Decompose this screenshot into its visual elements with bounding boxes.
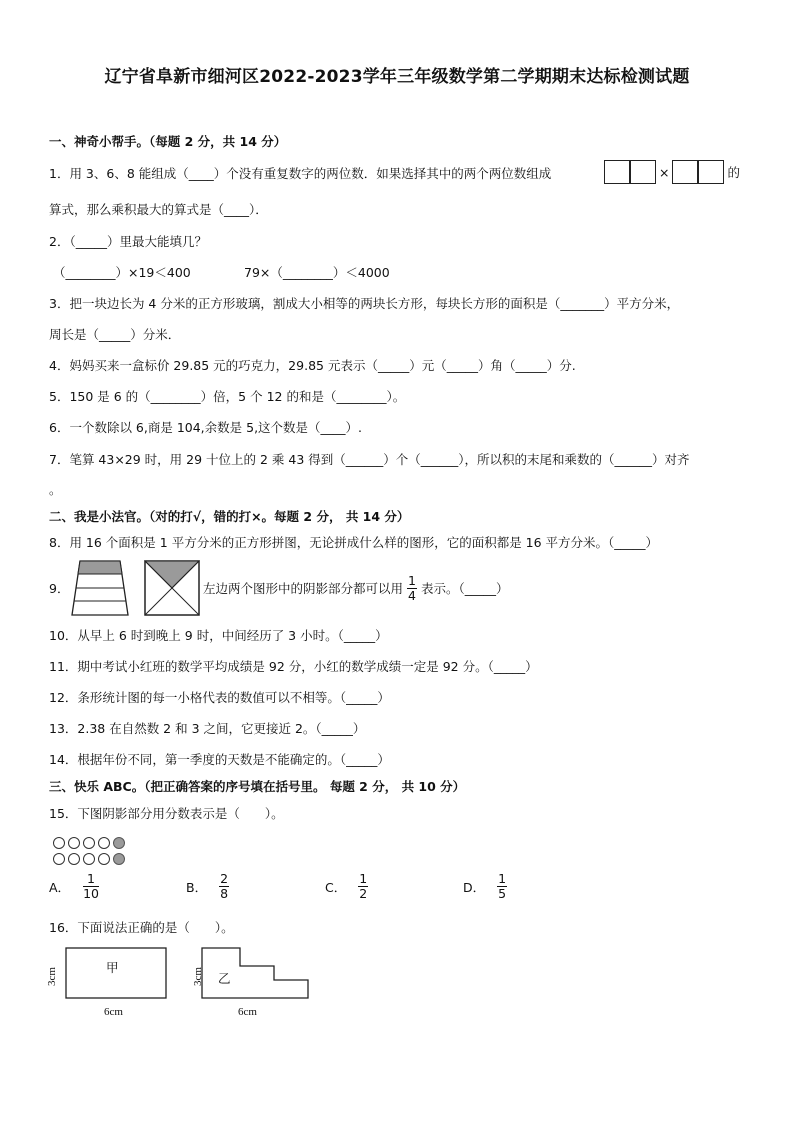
option-label: C． (325, 879, 347, 895)
question-15: 15．下图阴影部分用分数表示是（ ）。 (49, 806, 284, 821)
width-label-b: 6cm (238, 1006, 257, 1018)
height-label-a: 3cm (46, 967, 58, 986)
option-b[interactable] (186, 872, 233, 901)
question-14: 14．根据年份不同，第一季度的天数是不能确定的。（_____） (49, 752, 390, 767)
page-title: 辽宁省阜新市细河区2022-2023学年三年级数学第二学期期末达标检测试题 (104, 67, 690, 87)
figure-label-yi: 乙 (218, 971, 231, 986)
empty-circle (83, 837, 95, 849)
fraction (81, 872, 101, 901)
shaded-circle (113, 853, 125, 865)
fraction-numerator: 1 (498, 871, 507, 886)
question-2-part-1: （________）×19＜400 (53, 265, 191, 280)
question-16: 16．下面说法正确的是（ ）。 (49, 920, 234, 935)
q1-tail: 的 (727, 165, 740, 180)
section-3-heading: 三、快乐 ABC。（把正确答案的序号填在括号里。 每题 2 分， 共 10 分） (49, 779, 466, 794)
question-3-line-1: 3．把一块边长为 4 分米的正方形玻璃，割成大小相等的两块长方形，每块长方形的面积是（_______）平方分米， (49, 296, 680, 311)
section-1-heading: 一、神奇小帮手。（每题 2 分，共 14 分） (49, 134, 287, 149)
fraction-denominator: 5 (498, 886, 507, 901)
empty-circle (68, 837, 80, 849)
times-sign: × (659, 164, 670, 180)
empty-circle (98, 837, 110, 849)
width-label-a: 6cm (104, 1006, 123, 1018)
question-11: 11．期中考试小红班的数学平均成绩是 92 分，小红的数学成绩一定是 92 分。（_____） (49, 659, 538, 674)
square-figure (144, 560, 200, 616)
q1-answer-boxes (604, 160, 743, 184)
circle-row-1 (53, 837, 128, 849)
height-label-b: 3cm (192, 967, 204, 986)
question-1-line-1: 1．用 3、6、8 能组成（____）个没有重复数字的两位数．如果选择其中的两个两位数组成 (49, 166, 552, 181)
shaded-circle (113, 837, 125, 849)
answer-box (698, 160, 724, 184)
fraction-numerator: 1 (359, 871, 368, 886)
option-a[interactable] (49, 872, 104, 901)
fraction (357, 872, 369, 901)
option-c[interactable] (325, 872, 372, 901)
fraction-denominator: 2 (359, 886, 368, 901)
question-7-line-2: 。 (49, 482, 62, 497)
fraction (218, 872, 230, 901)
question-9-text (203, 574, 508, 603)
q9-text-after: 表示。（_____） (420, 580, 509, 596)
empty-circle (68, 853, 80, 865)
section-2-heading: 二、我是小法官。（对的打√，错的打×。每题 2 分， 共 14 分） (49, 509, 410, 524)
fraction (496, 872, 508, 901)
option-d[interactable] (463, 872, 511, 901)
question-1-line-2: 算式，那么乘积最大的算式是（____）． (49, 202, 268, 217)
option-label: B． (186, 879, 208, 895)
question-9-number: 9． (49, 581, 70, 596)
question-2-part-2: 79×（________）＜4000 (244, 265, 390, 280)
q9-text-before: 左边两个图形中的阴影部分都可以用 (203, 580, 404, 596)
empty-circle (98, 853, 110, 865)
question-3-line-2: 周长是（_____）分米． (49, 327, 181, 342)
question-7-line-1: 7．笔算 43×29 时，用 29 十位上的 2 乘 43 得到（______）个（______），所以积的末尾和乘数的（______）对齐 (49, 452, 690, 467)
fraction-denominator: 8 (220, 886, 229, 901)
answer-box (604, 160, 630, 184)
figure-label-jia: 甲 (106, 960, 119, 975)
question-10: 10．从早上 6 时到晚上 9 时，中间经历了 3 小时。（_____） (49, 628, 388, 643)
option-label: A． (49, 879, 71, 895)
question-8: 8．用 16 个面积是 1 平方分米的正方形拼图，无论拼成什么样的图形，它的面积都是 16 平方分米。（_____） (49, 535, 659, 550)
question-2: 2．（_____）里最大能填几？ (49, 234, 207, 249)
fraction-numerator: 1 (408, 573, 416, 588)
fraction (406, 574, 418, 603)
question-4: 4．妈妈买来一盒标价 29.85 元的巧克力，29.85 元表示（_____）元（_____）角（_____）分. (49, 358, 576, 373)
fraction-denominator: 10 (83, 886, 99, 901)
trapezoid-figure (70, 559, 130, 617)
empty-circle (53, 837, 65, 849)
empty-circle (53, 853, 65, 865)
answer-box (672, 160, 698, 184)
trapezoid-shaded-strip (78, 561, 122, 574)
fraction-numerator: 1 (87, 871, 95, 886)
empty-circle (83, 853, 95, 865)
question-12: 12．条形统计图的每一小格代表的数值可以不相等。（_____） (49, 690, 390, 705)
option-label: D． (463, 879, 486, 895)
fraction-numerator: 2 (220, 871, 229, 886)
fraction-denominator: 4 (408, 588, 416, 603)
answer-box (630, 160, 656, 184)
question-5: 5．150 是 6 的（________）倍，5 个 12 的和是（________）。 (49, 389, 406, 404)
question-6: 6．一个数除以 6,商是 104,余数是 5,这个数是（____）. (49, 420, 363, 435)
question-13: 13．2.38 在自然数 2 和 3 之间，它更接近 2。（_____） (49, 721, 366, 736)
circle-row-2 (53, 853, 128, 865)
